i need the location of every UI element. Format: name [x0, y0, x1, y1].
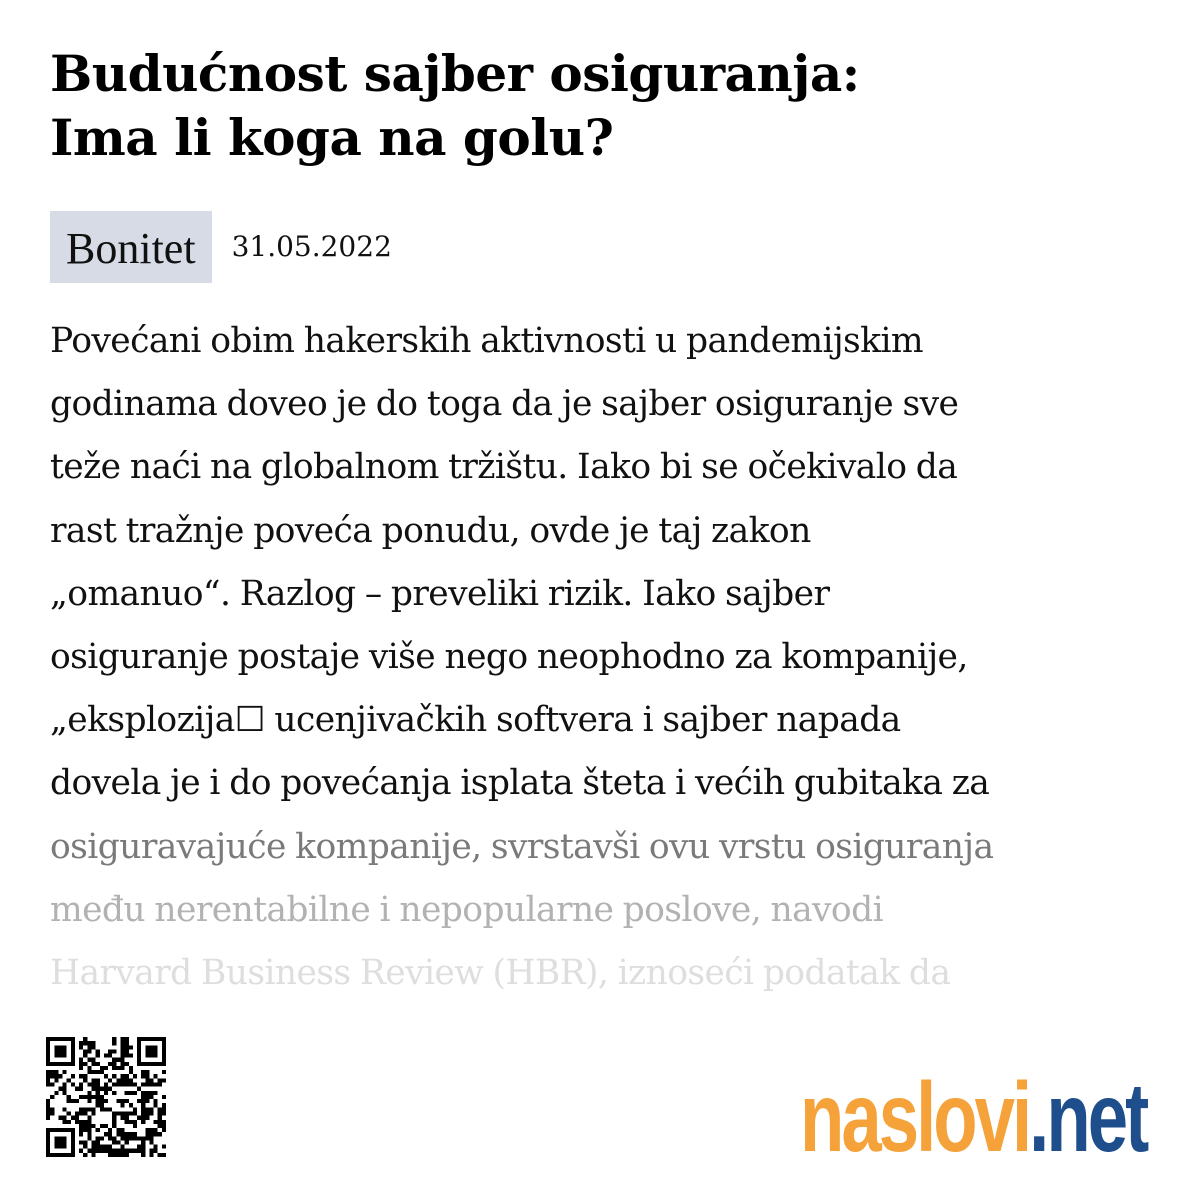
lead-line: Harvard Business Review (HBR), iznoseći podatak da — [50, 953, 951, 994]
lead-line: osiguravajuće kompanije, svrstavši ovu vrstu osiguranja — [50, 826, 994, 867]
lead-line: „eksplozija☐ ucenjivačkih softvera i sajber napada — [50, 700, 901, 741]
lead-line: „omanuo“. Razlog – preveliki rizik. Iako sajber — [50, 573, 830, 614]
lead-line: među nerentabilne i nepopularne poslove, navodi — [50, 889, 884, 930]
article-title — [50, 42, 1160, 170]
lead-line: teže naći na globalnom tržištu. Iako bi se očekivalo da — [50, 447, 958, 488]
lead-line: rast tražnje poveća ponudu, ovde je taj zakon — [50, 510, 811, 551]
lead-line: godinama doveo je do toga da je sajber osiguranje sve — [50, 384, 959, 425]
naslovi-net-logo[interactable] — [800, 1062, 1146, 1172]
logo-tld-text: .net — [1029, 1062, 1147, 1172]
lead-line: Povećani obim hakerskih aktivnosti u pandemijskim — [50, 321, 923, 361]
lead-line: dovela je i do povećanja isplata šteta i većih gubitaka za — [50, 763, 990, 804]
article-meta — [50, 211, 392, 283]
qr-code-graphic — [46, 1037, 166, 1157]
qr-code-icon[interactable] — [46, 1037, 166, 1157]
article-title-line: Ima li koga na golu? — [50, 108, 614, 167]
article-lead — [50, 310, 1160, 1000]
article-title-line: Budućnost sajber osiguranja: — [50, 44, 860, 103]
publish-date: 31.05.2022 — [231, 230, 392, 263]
logo-main-text: naslovi — [800, 1062, 1030, 1172]
source-badge[interactable]: Bonitet — [50, 211, 212, 283]
lead-line: osiguranje postaje više nego neophodno za kompanije, — [50, 637, 968, 678]
